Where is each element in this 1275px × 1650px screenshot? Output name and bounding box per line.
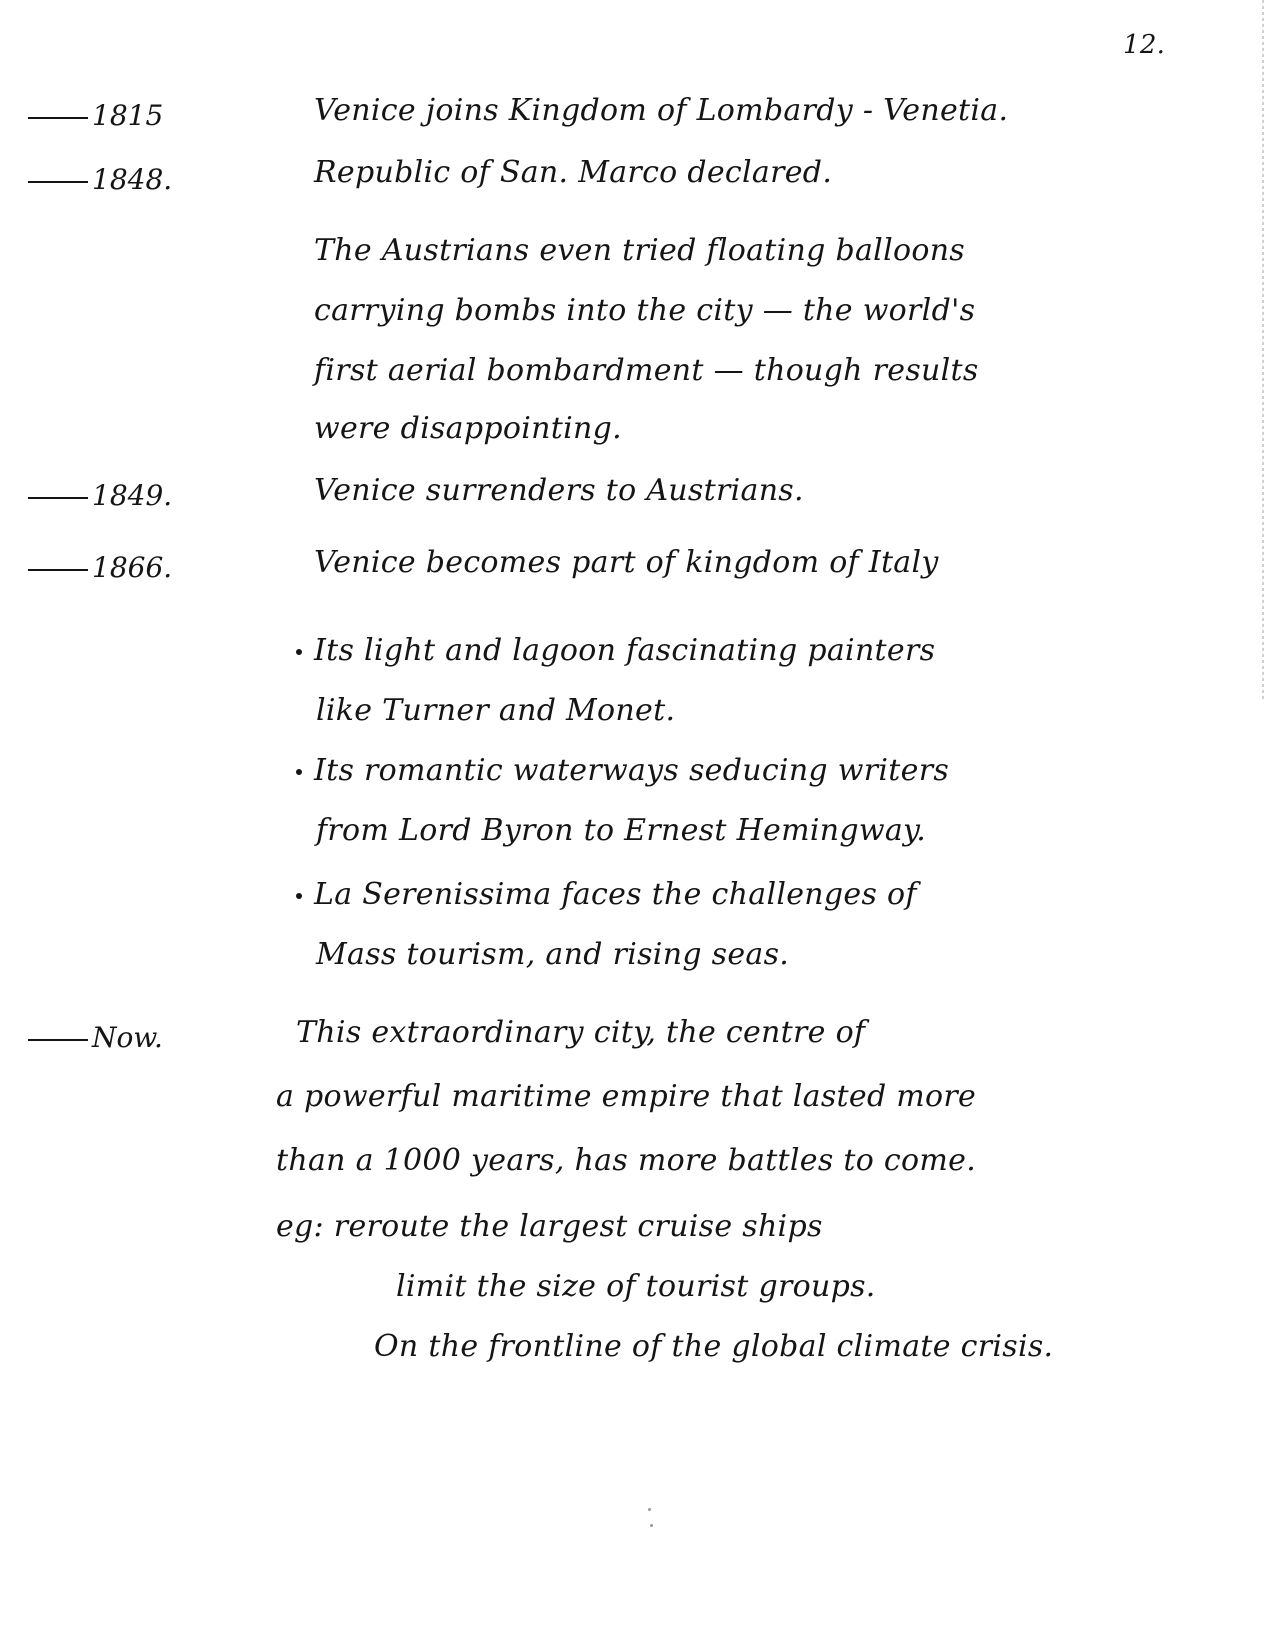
- entry-1848-line-1: Republic of San. Marco declared.: [314, 155, 833, 190]
- timeline-year-1815: [28, 96, 163, 136]
- scan-edge-artifact: [1262, 0, 1264, 700]
- bullet-text: Its romantic waterways seducing writers: [314, 753, 950, 788]
- entry-1849-line: Venice surrenders to Austrians.: [314, 473, 804, 508]
- dash-marker: [28, 569, 88, 571]
- timeline-now: [28, 1018, 163, 1058]
- now-label: Now.: [92, 1021, 163, 1054]
- now-line-5: limit the size of tourist groups.: [396, 1269, 876, 1304]
- entry-1848-line-4: first aerial bombardment — though results: [314, 353, 979, 388]
- scan-speck: [650, 1524, 653, 1527]
- bullet-text: La Serenissima faces the challenges of: [314, 877, 917, 912]
- entry-1815-line: Venice joins Kingdom of Lombardy - Venetia.: [314, 93, 1009, 128]
- bullet-2-line-1: [296, 748, 949, 794]
- entry-1848-line-3: carrying bombs into the city — the world's: [314, 293, 976, 328]
- timeline-year-1866: [28, 548, 172, 588]
- now-line-2: a powerful maritime empire that lasted more: [276, 1079, 977, 1114]
- scan-speck: [648, 1508, 651, 1511]
- year-label: 1848.: [92, 163, 173, 196]
- bullet-1-line-2: like Turner and Monet.: [316, 693, 676, 728]
- bullet-dot: [296, 893, 302, 899]
- page-number: 12.: [1123, 30, 1166, 60]
- dash-marker: [28, 181, 88, 183]
- entry-1866-line: Venice becomes part of kingdom of Italy: [314, 545, 939, 580]
- year-label: 1866.: [92, 551, 173, 584]
- now-line-3: than a 1000 years, has more battles to come.: [276, 1143, 977, 1178]
- now-line-1: This extraordinary city, the centre of: [296, 1015, 866, 1050]
- now-line-6: On the frontline of the global climate crisis.: [374, 1329, 1054, 1364]
- bullet-2-line-2: from Lord Byron to Ernest Hemingway.: [316, 813, 927, 848]
- year-label: 1815: [92, 99, 164, 132]
- dash-marker: [28, 497, 88, 499]
- bullet-1-line-1: [296, 628, 935, 674]
- bullet-dot: [296, 769, 302, 775]
- entry-1848-line-2: The Austrians even tried floating balloons: [314, 233, 966, 268]
- now-line-4: eg: reroute the largest cruise ships: [276, 1209, 823, 1244]
- bullet-3-line-2: Mass tourism, and rising seas.: [316, 937, 790, 972]
- bullet-3-line-1: [296, 872, 917, 918]
- year-label: 1849.: [92, 479, 173, 512]
- dash-marker: [28, 117, 88, 119]
- bullet-dot: [296, 649, 302, 655]
- timeline-year-1849: [28, 476, 172, 516]
- entry-1848-line-5: were disappointing.: [314, 411, 622, 446]
- timeline-year-1848: [28, 160, 172, 200]
- dash-marker: [28, 1039, 88, 1041]
- bullet-text: Its light and lagoon fascinating painters: [314, 633, 936, 668]
